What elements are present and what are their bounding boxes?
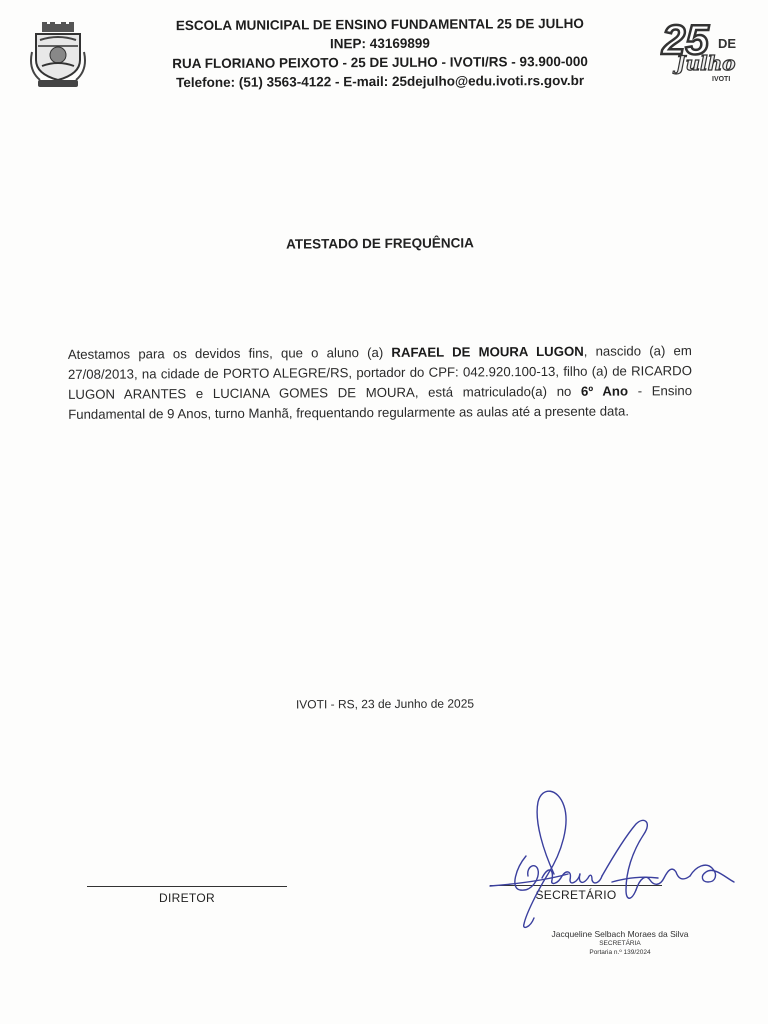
body-text-2: , nascido (a) em 27/08/2013, na cidade de PORTO ALEGRE/RS, portador do CPF: 042.920.100-13, filho (a) de RICARDO LUGON ARANTES e LUCIANA GOMES DE MOURA, está matriculado(a) no [67,343,692,402]
school-header [120,14,640,93]
certificate-paragraph [68,341,692,425]
director-label: DIRETOR [159,891,215,905]
document-title: ATESTADO DE FREQUÊNCIA [286,235,474,252]
student-name: RAFAEL DE MOURA LUGON [391,343,584,360]
school-inep: INEP: 43169899 [329,35,430,52]
school-logo [660,14,746,84]
stamp-ordinance: Portaria n.º 139/2024 [589,949,651,956]
stamp-name: Jacqueline Selbach Moraes da Silva [551,929,689,939]
logo-number: 25 [662,16,709,63]
stamp-role: SECRETÁRIA [599,940,641,947]
handwritten-signature [486,782,742,932]
municipal-crest-icon [28,22,88,88]
body-text-1: Atestamos para os devidos fins, que o aluno (a) [67,344,392,362]
school-address: RUA FLORIANO PEIXOTO - 25 DE JULHO - IVOTI/RS - 93.900-000 [172,53,588,72]
date-line: IVOTI - RS, 23 de Junho de 2025 [295,696,475,712]
body-text-3: - Ensino Fundamental de 9 Anos, turno Manhã, frequentando regularmente as aulas até a presente data. [68,383,693,422]
secretary-stamp [530,929,710,957]
school-contact: Telefone: (51) 3563-4122 - E-mail: 25dejulho@edu.ivoti.rs.gov.br [176,72,585,91]
logo-word: Julho [676,51,736,75]
logo-de: DE [718,36,737,51]
secretary-label: SECRETÁRIO [535,888,617,902]
logo-city: IVOTI [712,76,731,83]
director-signature-line [87,886,287,887]
student-grade: 6º Ano [580,383,629,399]
school-name: ESCOLA MUNICIPAL DE ENSINO FUNDAMENTAL 25 DE JULHO [175,15,584,34]
